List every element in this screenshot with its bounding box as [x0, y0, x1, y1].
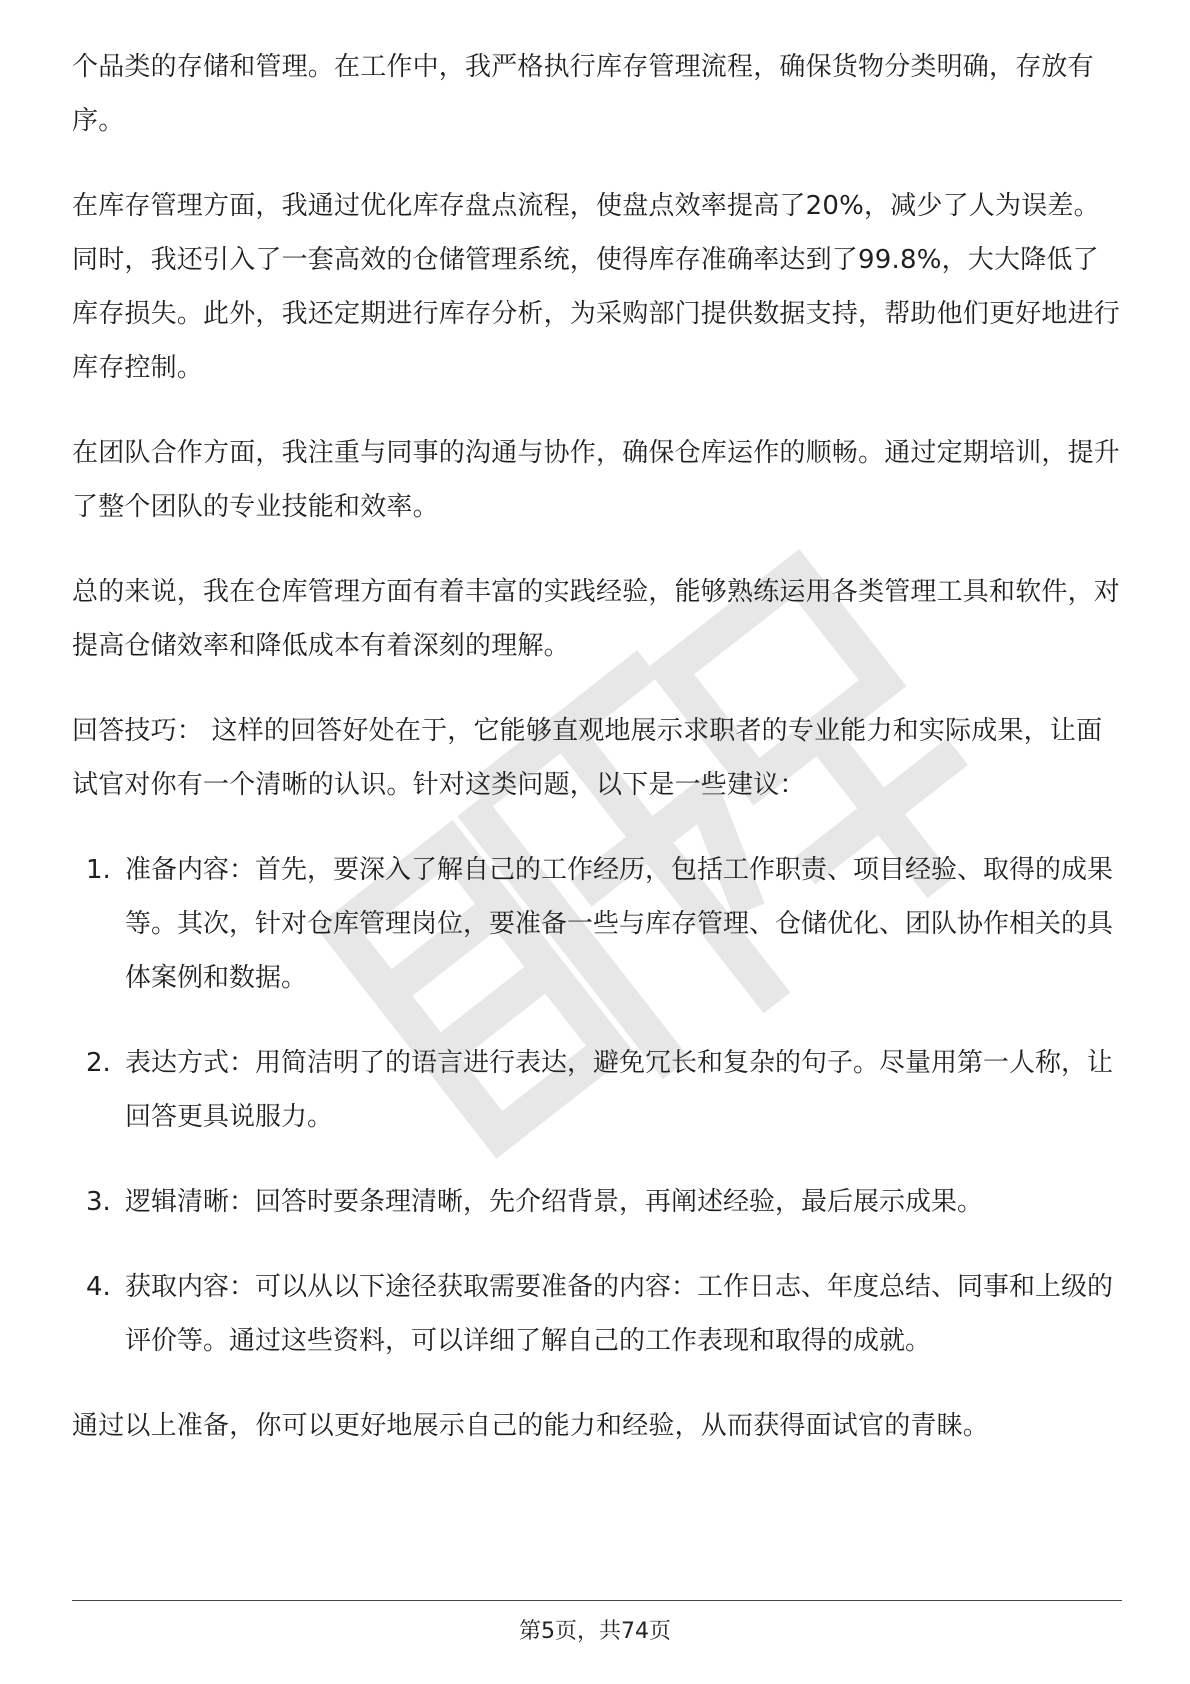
list-number: 2.	[86, 1048, 111, 1078]
paragraph-intro: 个品类的存储和管理。在工作中，我严格执行库存管理流程，确保货物分类明确，存放有序。	[72, 52, 1094, 136]
list-text: 获取内容：可以从以下途径获取需要准备的内容：工作日志、年度总结、同事和上级的评价等。通过这些资料，可以详细了解自己的工作表现和取得的成就。	[125, 1272, 1114, 1356]
suggestion-list	[72, 843, 1122, 1368]
paragraph-inventory: 在库存管理方面，我通过优化库存盘点流程，使盘点效率提高了20%，减少了人为误差。同时，我还引入了一套高效的仓储管理系统，使得库存准确率达到了99.8%，大大降低了库存损失。此外，我还定期进行库存分析，为采购部门提供数据支持，帮助他们更好地进行库存控制。	[72, 191, 1121, 383]
paragraph-answer-tips: 回答技巧： 这样的回答好处在于，它能够直观地展示求职者的专业能力和实际成果，让面试官对你有一个清晰的认识。针对这类问题，以下是一些建议：	[72, 716, 1103, 800]
list-number: 1.	[86, 855, 111, 885]
page-number: 第5页，共74页	[519, 1619, 671, 1644]
footer-divider	[72, 1600, 1122, 1601]
list-text: 表达方式：用简洁明了的语言进行表达，避免冗长和复杂的句子。尽量用第一人称，让回答更具说服力。	[125, 1048, 1114, 1132]
list-item	[72, 1260, 1122, 1368]
list-item	[72, 843, 1122, 1005]
body-content	[72, 40, 1122, 1484]
list-number: 3.	[86, 1187, 111, 1217]
list-item	[72, 1175, 1122, 1229]
list-item	[72, 1036, 1122, 1144]
list-text: 准备内容：首先，要深入了解自己的工作经历，包括工作职责、项目经验、取得的成果等。其次，针对仓库管理岗位，要准备一些与库存管理、仓储优化、团队协作相关的具体案例和数据。	[125, 855, 1114, 993]
paragraph-teamwork: 在团队合作方面，我注重与同事的沟通与协作，确保仓库运作的顺畅。通过定期培训，提升了整个团队的专业技能和效率。	[72, 438, 1121, 522]
list-text: 逻辑清晰：回答时要条理清晰，先介绍背景，再阐述经验，最后展示成果。	[125, 1187, 984, 1217]
paragraph-closing: 通过以上准备，你可以更好地展示自己的能力和经验，从而获得面试官的青睐。	[72, 1411, 990, 1441]
list-number: 4.	[86, 1272, 111, 1302]
paragraph-summary: 总的来说，我在仓库管理方面有着丰富的实践经验，能够熟练运用各类管理工具和软件，对提高仓储效率和降低成本有着深刻的理解。	[72, 577, 1121, 661]
